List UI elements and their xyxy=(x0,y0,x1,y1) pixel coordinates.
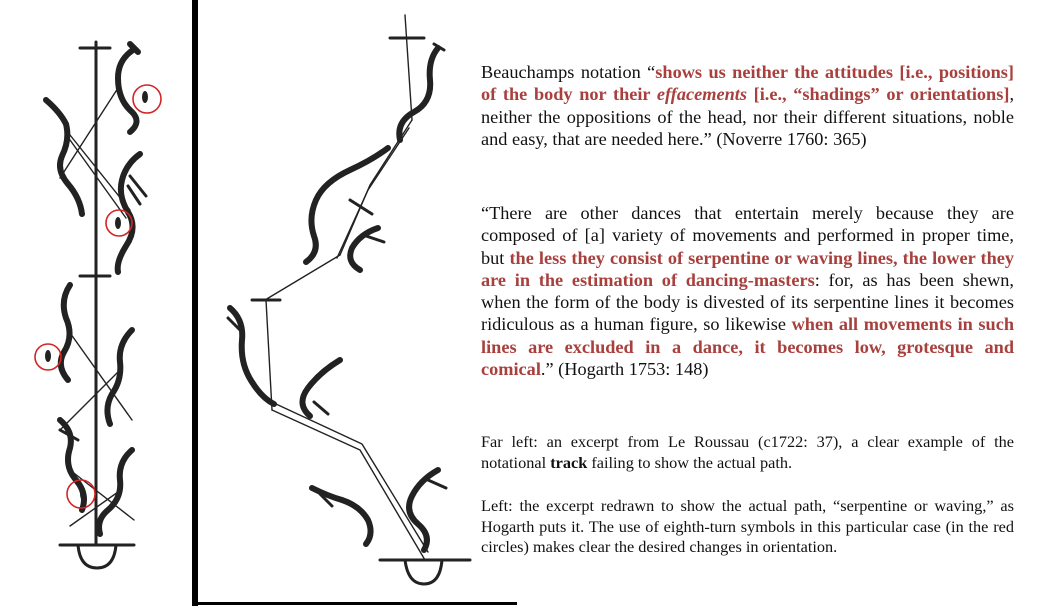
step-figure-1 xyxy=(60,44,138,178)
path-segment xyxy=(265,255,340,300)
quote-highlight-italic: effacements xyxy=(656,84,747,105)
vertical-divider xyxy=(192,0,198,606)
path-figure-1 xyxy=(399,44,444,140)
quote-highlight: when all movements in such lines are excluded in a dance, it becomes low, grotesque and comical xyxy=(481,314,1014,380)
noverre-quote-text xyxy=(481,61,1014,150)
caption-bold-term: track xyxy=(550,452,588,472)
path-segment xyxy=(405,15,412,120)
caption-left-text: Left: the excerpt redrawn to show the actual path, “serpentine or waving,” as Hogarth puts it. The use of eighth-turn symbols in this particular case (in the red circles) makes clear the desired changes in orientation. xyxy=(481,496,1014,557)
caption-far-left xyxy=(481,432,1014,473)
quote-text: , neither the oppositions of the head, nor their different situations, noble and easy, that are needed here.” (Noverre 1760: 365) xyxy=(481,84,1015,149)
caption-left xyxy=(481,496,1014,558)
step-figure-2 xyxy=(46,100,130,218)
quote-highlight-text: [i.e., “shadings” or orientations] xyxy=(746,84,1010,105)
step-figure-7 xyxy=(70,450,132,534)
path-figure-7 xyxy=(409,470,446,550)
track-end-cup xyxy=(78,545,116,568)
eighth-turn-symbol xyxy=(115,217,121,229)
quote-highlight: the less they consist of serpentine or waving lines, the lower they are in the estimation of dancing-masters xyxy=(481,247,1014,290)
notation-excerpt-track xyxy=(0,0,190,606)
path-segment xyxy=(266,300,272,410)
caption-text: failing to show the actual path. xyxy=(587,452,793,472)
redrawn-serpentine-path xyxy=(200,0,475,606)
noverre-quote xyxy=(481,61,1014,150)
quote-text: .” (Hogarth 1753: 148) xyxy=(540,359,709,380)
hogarth-quote xyxy=(481,202,1014,380)
path-segment xyxy=(276,404,428,552)
eighth-turn-symbol xyxy=(80,488,86,500)
caption-far-left-text xyxy=(481,432,1014,473)
track-notation-drawing xyxy=(0,0,190,606)
path-end-cup xyxy=(405,560,442,584)
quote-highlight-text: shows us neither the attitudes [i.e., positions] of the body nor their xyxy=(481,62,1014,105)
hogarth-quote-text xyxy=(481,202,1014,380)
caption-text: Far left: an excerpt from Le Roussau (c1722: 37), a clear example of the notational xyxy=(481,432,1014,472)
serpentine-path-drawing xyxy=(200,0,475,606)
quote-text: : for, as has been shewn, when the form of the body is divested of its serpentine lines it becomes ridiculous as a human figure, so likewise xyxy=(481,269,1014,335)
quote-text: “There are other dances that entertain merely because they are composed of [a] variety of movements and performed in proper time, but xyxy=(481,203,1014,268)
path-segment xyxy=(272,410,425,560)
path-figure-2 xyxy=(306,148,388,262)
eighth-turn-symbol xyxy=(142,91,148,103)
path-figure-3 xyxy=(350,228,384,270)
quote-text: Beauchamps notation “ xyxy=(481,62,656,82)
path-figure-5 xyxy=(302,360,340,416)
eighth-turn-symbol xyxy=(45,350,51,362)
path-figure-6 xyxy=(312,488,371,544)
